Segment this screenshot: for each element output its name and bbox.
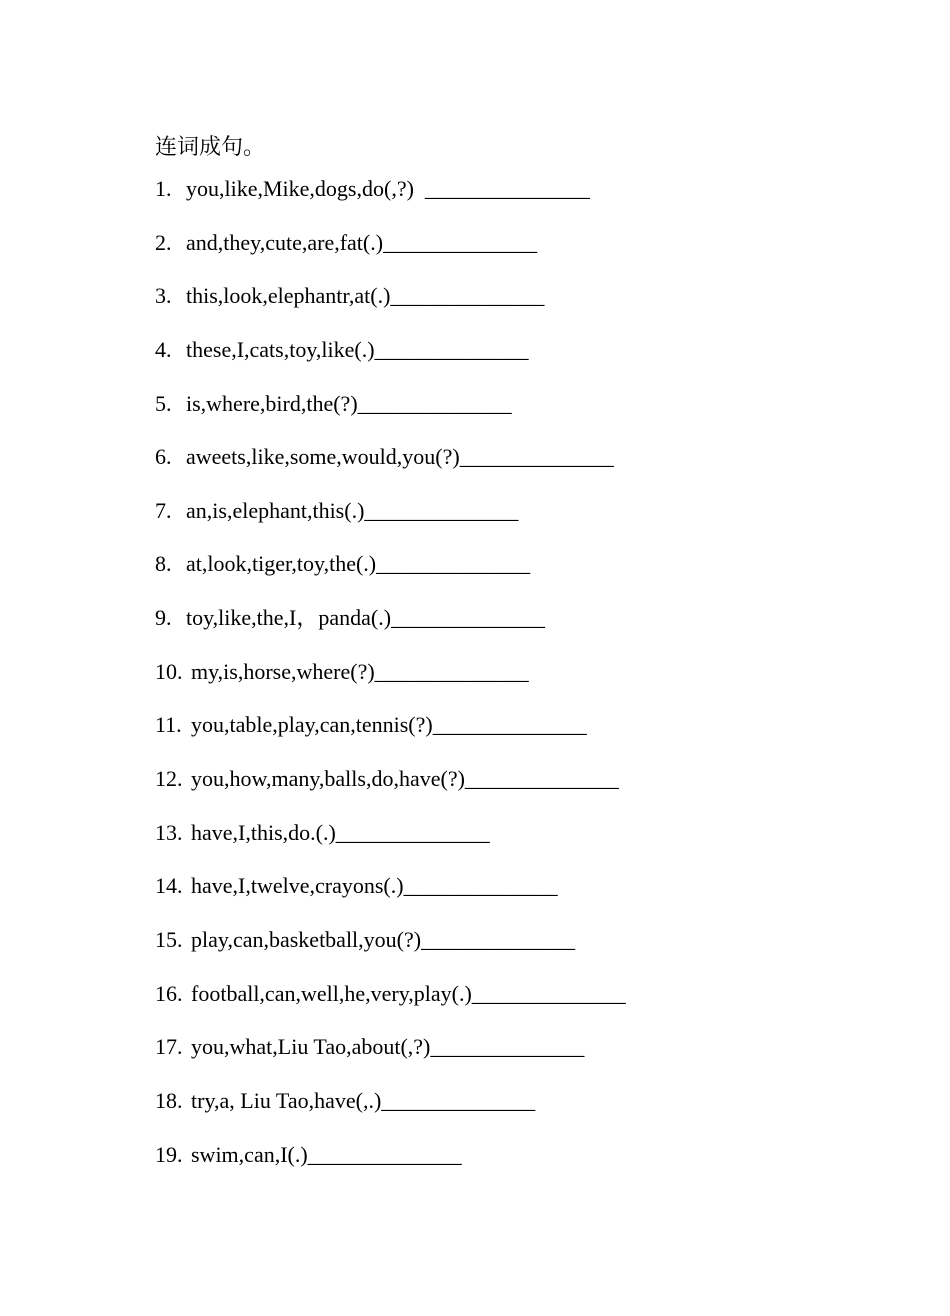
question-text: my,is,horse,where(?)______________ bbox=[191, 658, 529, 684]
question-number: 17. bbox=[155, 1034, 183, 1060]
question-item bbox=[155, 925, 626, 979]
question-text: you,what,Liu Tao,about(,?)______________ bbox=[191, 1034, 585, 1060]
question-text: aweets,like,some,would,you(?)______________ bbox=[186, 444, 614, 470]
question-text: you,how,many,balls,do,have(?)______________ bbox=[191, 766, 619, 792]
question-text: you,table,play,can,tennis(?)______________ bbox=[191, 712, 587, 738]
question-item bbox=[155, 1086, 626, 1140]
question-number: 16. bbox=[155, 980, 183, 1006]
question-text: and,they,cute,are,fat(.)______________ bbox=[186, 229, 538, 255]
instruction-heading: 连词成句。 bbox=[155, 134, 266, 159]
question-item bbox=[155, 174, 626, 228]
question-number: 6. bbox=[155, 444, 172, 470]
question-number: 19. bbox=[155, 1141, 183, 1167]
question-item bbox=[155, 979, 626, 1033]
question-number: 3. bbox=[155, 283, 172, 309]
question-number: 13. bbox=[155, 819, 183, 845]
question-number: 8. bbox=[155, 551, 172, 577]
question-item bbox=[155, 335, 626, 389]
question-text: football,can,well,he,very,play(.)______________ bbox=[191, 980, 626, 1006]
question-number: 18. bbox=[155, 1087, 183, 1113]
question-text: toy,like,the,I，panda(.)______________ bbox=[186, 605, 546, 631]
question-text: swim,can,I(.)______________ bbox=[191, 1141, 462, 1167]
question-item bbox=[155, 1032, 626, 1086]
question-number: 4. bbox=[155, 336, 172, 362]
question-item bbox=[155, 442, 626, 496]
question-number: 7. bbox=[155, 497, 172, 523]
question-number: 14. bbox=[155, 873, 183, 899]
question-number: 1. bbox=[155, 176, 172, 201]
question-text: have,I,this,do.(.)______________ bbox=[191, 819, 490, 845]
question-text: play,can,basketball,you(?)______________ bbox=[191, 926, 576, 952]
question-item bbox=[155, 389, 626, 443]
question-item bbox=[155, 1140, 626, 1194]
question-item bbox=[155, 228, 626, 282]
question-text: an,is,elephant,this(.)______________ bbox=[186, 497, 519, 523]
question-item bbox=[155, 549, 626, 603]
question-number: 11. bbox=[155, 712, 182, 738]
question-number: 10. bbox=[155, 658, 183, 684]
question-number: 2. bbox=[155, 229, 172, 255]
question-text: these,I,cats,toy,like(.)______________ bbox=[186, 336, 529, 362]
question-number: 15. bbox=[155, 926, 183, 952]
question-item bbox=[155, 818, 626, 872]
question-item bbox=[155, 871, 626, 925]
question-text: is,where,bird,the(?)______________ bbox=[186, 390, 512, 416]
question-item bbox=[155, 710, 626, 764]
question-item bbox=[155, 603, 626, 657]
question-text: try,a, Liu Tao,have(,.)______________ bbox=[191, 1087, 536, 1113]
question-item bbox=[155, 281, 626, 335]
question-text: at,look,tiger,toy,the(.)______________ bbox=[186, 551, 531, 577]
question-number: 5. bbox=[155, 390, 172, 416]
question-item bbox=[155, 496, 626, 550]
question-text: you,like,Mike,dogs,do(,?) _______________ bbox=[186, 176, 590, 201]
question-number: 9. bbox=[155, 605, 172, 631]
question-item bbox=[155, 657, 626, 711]
question-item bbox=[155, 764, 626, 818]
question-list bbox=[155, 174, 626, 1193]
question-text: have,I,twelve,crayons(.)______________ bbox=[191, 873, 558, 899]
question-text: this,look,elephantr,at(.)______________ bbox=[186, 283, 545, 309]
question-number: 12. bbox=[155, 766, 183, 792]
